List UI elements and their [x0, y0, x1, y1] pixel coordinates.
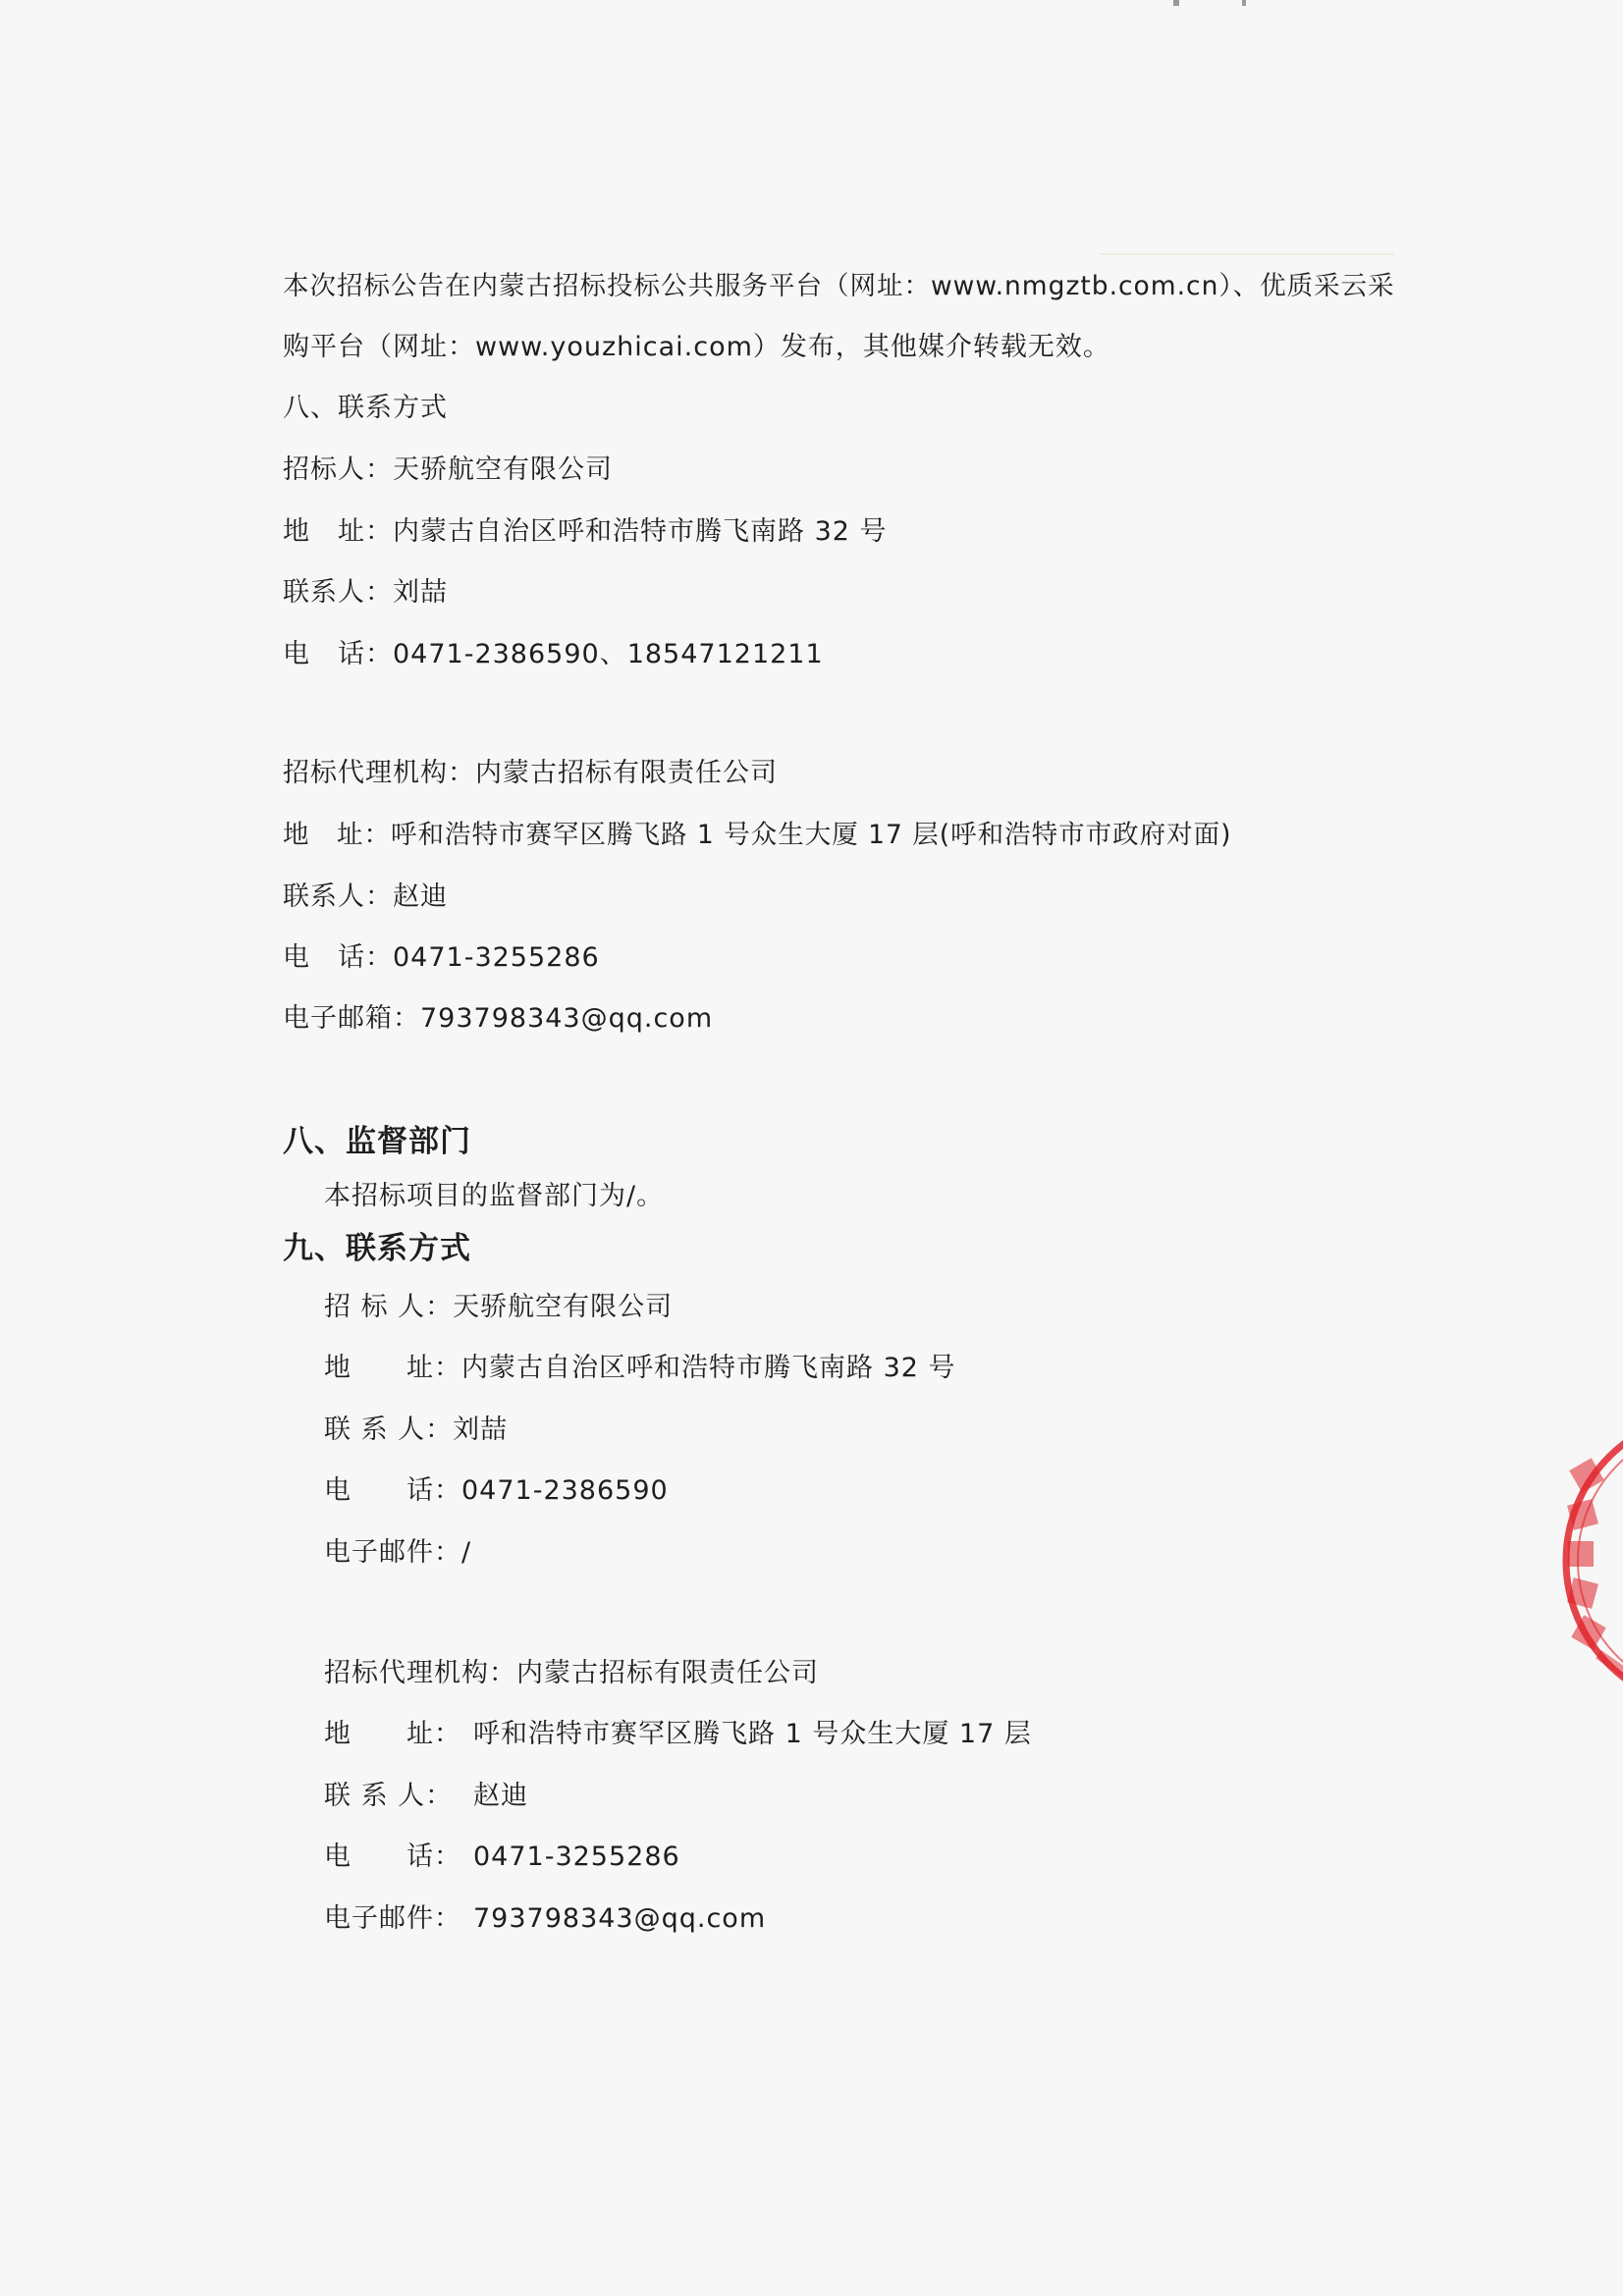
agency-address-row-1 — [283, 816, 1231, 855]
contact-heading-2: 九、联系方式 — [283, 1231, 471, 1266]
agency-value: 内蒙古招标有限责任公司 — [516, 1658, 819, 1688]
agency-address-value: 呼和浩特市赛罕区腾飞路 1 号众生大厦 17 层 — [473, 1719, 1032, 1749]
phone-row-2 — [324, 1471, 669, 1511]
person-row-2 — [324, 1411, 508, 1450]
person-label: 联 系 人： — [324, 1415, 454, 1445]
address-row-2 — [324, 1349, 956, 1388]
agency-label: 招标代理机构： — [283, 758, 475, 788]
agency-email-value: 793798343@qq.com — [473, 1903, 767, 1934]
email-row-2 — [324, 1533, 471, 1573]
agency-address-label: 地 址： — [324, 1719, 461, 1749]
email-label: 电子邮件： — [324, 1537, 461, 1568]
tenderer-row-2 — [324, 1288, 673, 1327]
agency-person-value: 赵迪 — [473, 1781, 528, 1811]
company-seal-stamp — [1556, 1394, 1623, 1728]
intro-line-2: 购平台（网址：www.youzhicai.com）发布，其他媒介转载无效。 — [283, 332, 1110, 362]
agency-phone-row-2 — [324, 1838, 680, 1877]
agency-address-row-2 — [324, 1715, 1032, 1754]
agency-label: 招标代理机构： — [324, 1658, 516, 1688]
phone-row-1 — [283, 635, 824, 674]
address-row-1 — [283, 512, 888, 552]
agency-phone-value: 0471-3255286 — [393, 942, 600, 973]
agency-row-2 — [324, 1654, 819, 1693]
scan-edge-mark — [1242, 0, 1246, 6]
agency-phone-label: 电 话： — [283, 942, 393, 973]
agency-email-row-2 — [324, 1899, 766, 1939]
seal-graphic — [1556, 1394, 1623, 1728]
phone-label: 电 话： — [283, 639, 393, 669]
agency-row-1 — [283, 754, 778, 793]
agency-address-label: 地 址： — [283, 820, 391, 850]
agency-phone-row-1 — [283, 938, 600, 978]
contact-heading-1: 八、联系方式 — [283, 393, 448, 423]
agency-email-label: 电子邮箱： — [283, 1003, 420, 1034]
email-value: / — [461, 1537, 472, 1568]
tenderer-value: 天骄航空有限公司 — [393, 454, 613, 485]
scan-edge-mark — [1173, 0, 1179, 6]
agency-address-value: 呼和浩特市赛罕区腾飞路 1 号众生大厦 17 层(呼和浩特市市政府对面) — [391, 820, 1232, 850]
agency-person-label: 联 系 人： — [324, 1781, 454, 1811]
agency-person-row-1 — [283, 878, 448, 917]
address-value: 内蒙古自治区呼和浩特市腾飞南路 32 号 — [393, 516, 888, 547]
agency-email-value: 793798343@qq.com — [420, 1003, 714, 1034]
agency-phone-value: 0471-3255286 — [473, 1842, 680, 1872]
tenderer-value: 天骄航空有限公司 — [453, 1292, 674, 1322]
tenderer-label: 招 标 人： — [324, 1292, 454, 1322]
address-label: 地 址： — [283, 516, 393, 547]
supervision-text: 本招标项目的监督部门为/。 — [324, 1181, 665, 1211]
address-value: 内蒙古自治区呼和浩特市腾飞南路 32 号 — [461, 1353, 956, 1383]
person-row-1 — [283, 573, 448, 613]
agency-person-value: 赵迪 — [393, 881, 448, 912]
agency-person-label: 联系人： — [283, 881, 393, 912]
phone-label: 电 话： — [324, 1475, 461, 1506]
agency-value: 内蒙古招标有限责任公司 — [475, 758, 778, 788]
supervision-heading: 八、监督部门 — [283, 1124, 471, 1159]
agency-email-row-1 — [283, 999, 713, 1039]
intro-line-1: 本次招标公告在内蒙古招标投标公共服务平台（网址：www.nmgztb.com.cn）、优质采云采 — [283, 271, 1395, 301]
agency-person-row-2 — [324, 1777, 528, 1816]
tenderer-row-1 — [283, 451, 613, 490]
agency-phone-label: 电 话： — [324, 1842, 461, 1872]
phone-value: 0471-2386590 — [461, 1475, 669, 1506]
tenderer-label: 招标人： — [283, 454, 393, 485]
person-value: 刘喆 — [453, 1415, 509, 1445]
agency-email-label: 电子邮件： — [324, 1903, 461, 1934]
person-value: 刘喆 — [393, 577, 448, 608]
faint-rule — [1100, 253, 1394, 255]
phone-value: 0471-2386590、18547121211 — [393, 639, 824, 669]
address-label: 地 址： — [324, 1353, 461, 1383]
person-label: 联系人： — [283, 577, 393, 608]
